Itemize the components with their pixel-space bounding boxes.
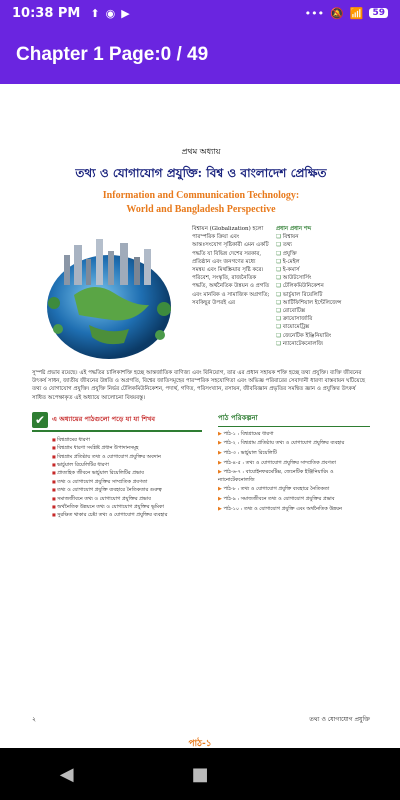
chapter-title-en [32,189,370,217]
learning-outcomes-list [32,436,202,520]
key-word: ❏ ই-কমার্স [276,266,370,274]
lesson-plan-box [218,412,370,515]
play-icon: ▶ [121,6,130,20]
list-item: ■ ভার্চুয়াল রিয়েলিটির ধারণা [52,461,202,469]
intro-section [32,225,370,365]
list-item: ■ তথ্য ও যোগাযোগ প্রযুক্তির সাম্প্রতিক প্রবণতা [52,478,202,486]
list-item: ■ বিশ্বগ্রামের ধারণা [52,436,202,444]
intro-continued: সুস্পষ্ট প্রভাব রয়েছে। এই পদ্ধতির চালিকাশক্তি হচ্ছে আন্তর্জাতিক বাণিজ্য এবং বিনিয়োগ, তার এর প্রধান সহায়ক শক্তি হচ্ছে তথ্য প্রযুক্তি। ব্যক্তি জীবনের উৎকর্ষ সাধন, জাতীয় জীবনের উন্নতি ও অগ্রগতি, বিশ্বের জাতিসমূহের পারস্পরিক সহযোগিতা এবং অভিজ্ঞ পরিবারের সেবাদানী ধারণা বাস্তবায়ন ঘটিয়েছে তথ্য ও যোগাযোগ প্রযুক্তি। প্রযুক্তি নির্ভর টেলিকমিউনিকেশন, পদার্থ, গণিত, পরিসংখ্যান, রসায়ন, জীববিজ্ঞান প্রভৃতির সমন্বিত জ্ঞান ও প্রযুক্তির উৎকর্ষ সাধিত অপেক্ষাকৃত এই অধ্যায়ে আলোচনা বিষয়বস্তু। [32,370,366,401]
more-icon: ••• [304,6,325,20]
key-words-title: প্রধান প্রধান শব্দ [276,226,312,232]
key-word: ❏ আউটসোর্সিং [276,274,370,282]
system-icons [305,7,388,20]
pdf-page [32,146,370,612]
key-word: ❏ ক্রায়োসার্জারি [276,315,370,323]
list-item: ■ অর্থনৈতিক উন্নয়নে তথ্য ও যোগাযোগ প্রযুক্তির ভূমিকা [52,503,202,511]
upload-icon: ⬆ [90,6,100,20]
page-footer [32,714,370,725]
chapter-title-en-line1: Information and Communication Technology: [102,190,300,201]
chapter-title-en-line2: World and Bangladesh Perspective [126,204,276,215]
list-item: ▶ পাঠ-৪-৫ : তথ্য ও যোগাযোগ প্রযুক্তির সাম্প্রতিক প্রবণতা [218,460,370,468]
pdf-viewer[interactable] [0,84,400,748]
home-button[interactable]: ■ [191,763,209,785]
list-item: ▶ পাঠ-৩ : ভার্চুয়াল রিয়েলিটি [218,450,370,458]
list-item: ▶ পাঠ-১০ : তথ্য ও যোগাযোগ প্রযুক্তি এবং অর্থনৈতিক উন্নয়ন [218,506,370,514]
list-item: ■ সমাজজীবনে তথ্য ও যোগাযোগ প্রযুক্তির প্রভাব [52,495,202,503]
page-number: ২ [32,716,36,723]
globe-image [34,225,184,365]
signal-icon: 📶 [349,6,364,20]
key-word: ❏ প্রযুক্তি [276,250,370,258]
footer-title: তথ্য ও যোগাযোগ প্রযুক্তি [309,716,370,723]
battery-icon: 59 [369,8,388,18]
chapter-title-bn: তথ্য ও যোগাযোগ প্রযুক্তি: বিশ্ব ও বাংলাদেশ প্রেক্ষিত [75,166,327,180]
key-word: ❏ টেলিকমিউনিকেশন [276,282,370,290]
lessons-section [32,412,370,612]
key-words-box [276,225,370,348]
lesson-plan-list [218,431,370,513]
mute-icon: 🔕 [330,6,344,20]
page-title: Chapter 1 Page:0 / 49 [16,44,209,65]
chapter-number: প্রথম অধ্যায় [181,147,221,156]
key-word: ❏ বিশ্বায়ন [276,233,370,241]
record-icon: ◉ [105,6,116,20]
status-bar [0,0,400,26]
list-item: ■ তথ্য ও যোগাযোগ প্রযুক্তি ব্যবহারে নৈতিকতার গুরুত্ব [52,486,202,494]
status-time: 10:38 PM [12,5,81,21]
back-button[interactable]: ◀ [59,763,74,785]
key-word: ❏ তথ্য [276,241,370,249]
list-item: ▶ পাঠ-৮ : তথ্য ও যোগাযোগ প্রযুক্তি ব্যবহারে নৈতিকতা [218,486,370,494]
list-item: ▶ পাঠ-৬-৭ : বায়োইনফরমেটিক্স, জেনেটিক ইঞ্জিনিয়ারিং ও ন্যানোটেকনোলজি [218,469,370,484]
list-item: ▶ পাঠ-২ : বিশ্বগ্রাম প্রতিষ্ঠায় তথ্য ও যোগাযোগ প্রযুক্তির ব্যবহার [218,440,370,448]
lesson-plan-title: পাঠ পরিকল্পনা [218,412,370,427]
checkmark-icon: ✔ [32,412,48,428]
list-item: ■ বিশ্বগ্রাম ধারণা সংশ্লিষ্ট প্রধান উপাদানসমূহ [52,444,202,452]
list-item: ■ সুরক্ষিত থাকার চেষ্টা তথ্য ও যোগাযোগ প্রযুক্তির ব্যবহার [52,511,202,519]
list-item: ■ প্রাত্যহিক জীবনে ভার্চুয়াল রিয়েলিটির প্রভাব [52,469,202,477]
learning-outcomes-box [32,412,202,520]
navigation-bar [0,748,400,800]
list-item: ▶ পাঠ-১ : বিশ্বগ্রামের ধারণা [218,431,370,439]
key-word: ❏ ভার্চুয়াল রিয়েলিটি [276,291,370,299]
key-word: ❏ বায়োমেট্রিক্স [276,323,370,331]
notification-icons [90,7,129,20]
list-item: ■ বিশ্বগ্রাম প্রতিষ্ঠায় তথ্য ও যোগাযোগ প্রযুক্তির অবদান [52,453,202,461]
intro-paragraph: বিশ্বায়ন (Globalization) হলো পারস্পরিক ক্রিয়া এবং আন্তঃসংযোগ সৃষ্টিকারী এমন একটি পদ্ধতি যা বিভিন্ন দেশের সরকার, প্রতিষ্ঠান এবং জনগণের মধ্যে সমন্বয় এবং মিথস্ক্রিয়ার সৃষ্টি করে। পরিবেশ, সংস্কৃতি, রাজনৈতিক পদ্ধতি, অর্থনৈতিক উন্নয়ন ও প্রগতি এবং মানবিক ও সামাজিক অগ্রগতি; সবকিছুর উপরই এর [192,226,270,306]
key-word: ❏ রোবোটিক্স [276,307,370,315]
list-item: ▶ পাঠ-৯ : সমাজজীবনে তথ্য ও যোগাযোগ প্রযুক্তির প্রভাব [218,496,370,504]
key-word: ❏ জেনেটিক ইঞ্জিনিয়ারিং [276,332,370,340]
key-word: ❏ ন্যানোটেকনোলজি [276,340,370,348]
key-word: ❏ আর্টিফিশিয়াল ইন্টেলিজেন্স [276,299,370,307]
key-word: ❏ ই-মেইল [276,258,370,266]
learning-outcomes-header [32,412,202,432]
next-page-heading: পাঠ-১ [188,739,212,748]
learning-outcomes-title: এ অধ্যায়ের পাঠগুলো পড়ে যা যা শিখব [52,415,155,424]
app-bar [0,26,400,84]
